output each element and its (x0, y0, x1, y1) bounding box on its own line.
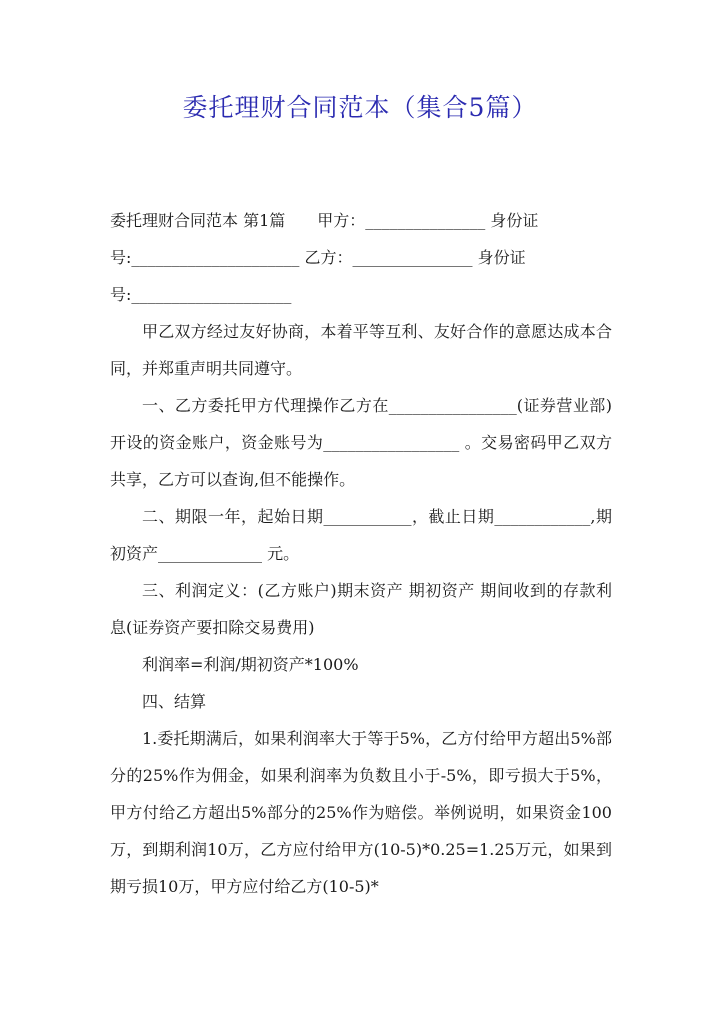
document-title: 委托理财合同范本（集合5篇） (182, 93, 538, 122)
document-body (110, 202, 612, 905)
paragraph-intro: 甲乙双方经过友好协商，本着平等互利、友好合作的意愿达成本合同，并郑重声明共同遵守。 (110, 322, 612, 378)
header-line-2: 号:_____________________ 乙方：_______________ 身份证 (110, 248, 526, 267)
paragraph-clause-1: 一、乙方委托甲方代理操作乙方在________________(证券营业部)开设的资金账户，资金账号为_________________ 。交易密码甲乙双方共享，乙方可以查询,但不能操作。 (110, 396, 612, 489)
paragraph-profit-rate: 利润率=利润/期初资产*100% (142, 655, 359, 674)
header-line-1: 委托理财合同范本 第1篇 甲方：_______________ 身份证 (110, 211, 539, 230)
paragraph-settlement-1: 1.委托期满后，如果利润率大于等于5%，乙方付给甲方超出5%部分的25%作为佣金，如果利润率为负数且小于-5%，即亏损大于5%，甲方付给乙方超出5%部分的25%作为赔偿。举例说明，如果资金100万，到期利润10万，乙方应付给甲方(10-5)*0.25=1.25万元，如果到期亏损10万，甲方应付给乙方(10-5)* (110, 729, 612, 896)
paragraph-clause-2: 二、期限一年，起始日期___________，截止日期____________,期初资产_____________ 元。 (110, 507, 612, 563)
header-line-3: 号:____________________ (110, 285, 292, 304)
paragraph-clause-3: 三、利润定义：(乙方账户)期末资产 期初资产 期间收到的存款利息(证券资产要扣除交易费用) (110, 581, 612, 637)
paragraph-clause-4: 四、结算 (142, 692, 207, 711)
